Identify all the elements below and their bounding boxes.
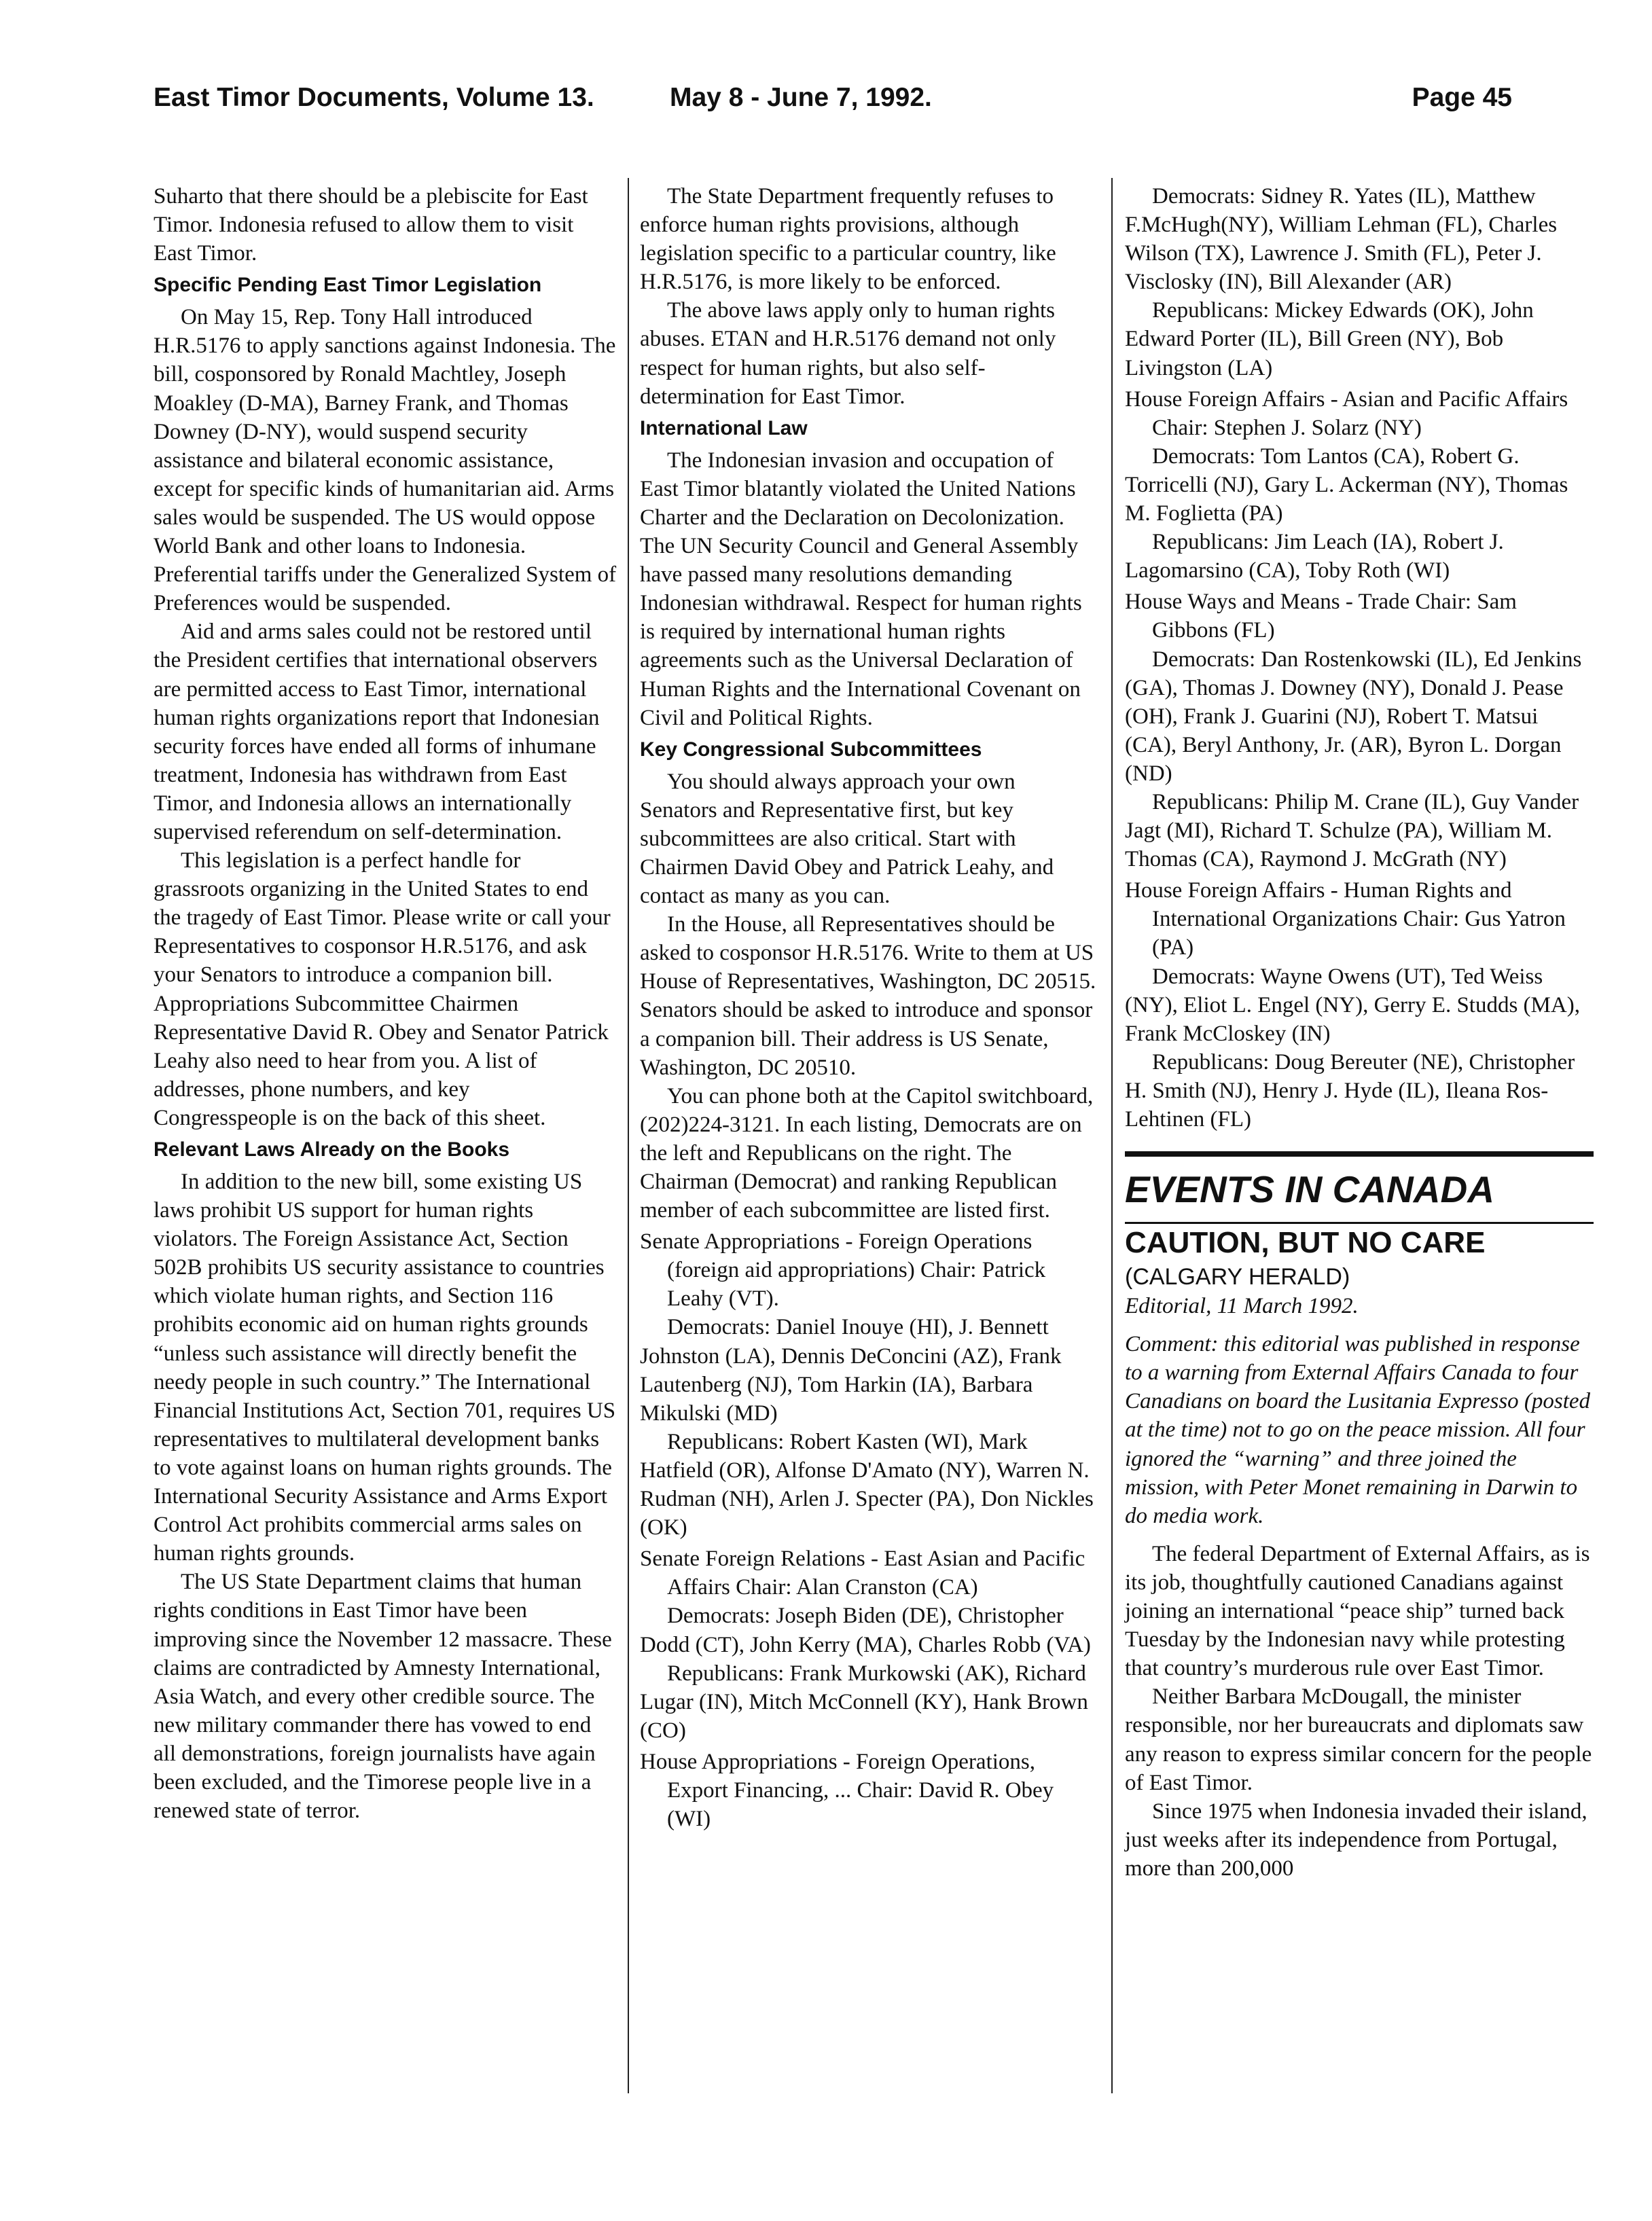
- subcommittee-title: House Foreign Affairs - Asian and Pacific Affairs Chair: Stephen J. Solarz (NY): [1125, 386, 1568, 440]
- paragraph: You can phone both at the Capitol switchboard, (202)224-3121. In each listing, Democrats are on the left and Republicans on the right. The Chairman (Democrat) and ranking Republican member of each subcommittee are listed first.: [640, 1083, 1094, 1223]
- committee-democrats: Democrats: Tom Lantos (CA), Robert G. Torricelli (NJ), Gary L. Ackerman (NY), Thomas M. Foglietta (PA): [1125, 444, 1568, 526]
- committee-republicans: Republicans: Frank Murkowski (AK), Richard Lugar (IN), Mitch McConnell (KY), Hank Brown (CO): [640, 1661, 1088, 1743]
- committee-republicans: Republicans: Mickey Edwards (OK), John Edward Porter (IL), Bill Green (NY), Bob Livingston (LA): [1125, 298, 1534, 380]
- column-divider: [1111, 178, 1113, 2093]
- paragraph: You should always approach your own Senators and Representative first, but key subcommittees are also critical. Start with Chairmen David Obey and Patrick Leahy, and contact as many as you can.: [640, 769, 1054, 909]
- committee-democrats: Democrats: Sidney R. Yates (IL), Matthew F.McHugh(NY), William Lehman (FL), Charles Wilson (TX), Lawrence J. Smith (FL), Peter J. Visclosky (IN), Bill Alexander (AR): [1125, 184, 1558, 295]
- paragraph: The federal Department of External Affairs, as is its job, thoughtfully cautioned Canadians against joining an international “peace ship” turned back Tuesday by the Indonesian navy while protesting that country’s murderous rule over East Timor.: [1125, 1541, 1590, 1681]
- article-source: (CALGARY HERALD): [1125, 1264, 1350, 1290]
- section-heading: Relevant Laws Already on the Books: [154, 1138, 510, 1161]
- section-heading: International Law: [640, 416, 808, 439]
- subcommittee-title: House Foreign Affairs - Human Rights and International Organizations Chair: Gus Yatron (PA): [1125, 878, 1566, 960]
- committee-republicans: Republicans: Doug Bereuter (NE), Christopher H. Smith (NJ), Henry J. Hyde (IL), Ileana Ros-Lehtinen (FL): [1125, 1049, 1575, 1132]
- paragraph: In the House, all Representatives should be asked to cosponsor H.R.5176. Write to them at US House of Representatives, Washington, DC 20515. Senators should be asked to introduce and sponsor a companion bill. Their address is US Senate, Washington, DC 20510.: [640, 912, 1096, 1080]
- subcommittee-title: House Ways and Means - Trade Chair: Sam Gibbons (FL): [1125, 590, 1517, 643]
- page-number: Page 45: [1412, 83, 1512, 112]
- committee-democrats: Democrats: Wayne Owens (UT), Ted Weiss (NY), Eliot L. Engel (NY), Gerry E. Studds (MA), Frank McCloskey (IN): [1125, 964, 1580, 1046]
- paragraph: Since 1975 when Indonesia invaded their island, just weeks after its independence from Portugal, more than 200,000: [1125, 1799, 1587, 1881]
- committee-republicans: Republicans: Robert Kasten (WI), Mark Hatfield (OR), Alfonse D'Amato (NY), Warren N. Rudman (NH), Arlen J. Specter (PA), Don Nickles (OK): [640, 1429, 1094, 1540]
- paragraph: Neither Barbara McDougall, the minister responsible, nor her bureaucrats and diplomats saw any reason to express similar concern for the people of East Timor.: [1125, 1684, 1592, 1795]
- committee-democrats: Democrats: Dan Rostenkowski (IL), Ed Jenkins (GA), Thomas J. Downey (NY), Donald J. Pease (OH), Frank J. Guarini (NJ), Robert T. Matsui (CA), Beryl Anthony, Jr. (AR), Byron L. Dorgan (ND): [1125, 647, 1582, 786]
- column-3: [1125, 182, 1594, 1883]
- publication-title: East Timor Documents, Volume 13.: [154, 83, 594, 112]
- issue-dates: May 8 - June 7, 1992.: [670, 83, 932, 112]
- paragraph: The State Department frequently refuses to enforce human rights provisions, although legislation specific to a particular country, like H.R.5176, is more likely to be enforced.: [640, 184, 1056, 295]
- column-1: [154, 182, 617, 1825]
- paragraph: The US State Department claims that human rights conditions in East Timor have been improving since the November 12 massacre. These claims are contradicted by Amnesty International, Asia Watch, and every other credible source. The new military commander there has vowed to end all demonstrations, foreign journalists have again been excluded, and the Timorese people live in a renewed state of terror.: [154, 1570, 612, 1824]
- committee-democrats: Democrats: Joseph Biden (DE), Christopher Dodd (CT), John Kerry (MA), Charles Robb (VA): [640, 1604, 1091, 1657]
- page-header: [154, 83, 1512, 124]
- editor-comment: Comment: this editorial was published in response to a warning from External Affairs Canada to four Canadians on board the Lusitania Expresso (posted at the time) not to go on the peace mission. All four ignored the “warning” and three joined the mission, with Peter Monet remaining in Darwin to do media work.: [1125, 1332, 1591, 1528]
- column-divider: [628, 178, 629, 2093]
- committee-republicans: Republicans: Philip M. Crane (IL), Guy Vander Jagt (MI), Richard T. Schulze (PA), William M. Thomas (CA), Raymond J. McGrath (NY): [1125, 789, 1579, 872]
- section-rule: [1125, 1151, 1594, 1157]
- section-heading: Key Congressional Subcommittees: [640, 738, 982, 761]
- article-title: CAUTION, BUT NO CARE: [1125, 1226, 1486, 1260]
- subcommittee-title: House Appropriations - Foreign Operations, Export Financing, ... Chair: David R. Obey (WI): [640, 1749, 1054, 1832]
- subcommittee-title: Senate Foreign Relations - East Asian and Pacific Affairs Chair: Alan Cranston (CA): [640, 1547, 1085, 1600]
- paragraph: The Indonesian invasion and occupation of East Timor blatantly violated the United Nations Charter and the Declaration on Decolonization. The UN Security Council and General Assembly have passed many resolutions demanding Indonesian withdrawal. Respect for human rights is required by international human rights agreements such as the Universal Declaration of Human Rights and the International Covenant on Civil and Political Rights.: [640, 448, 1082, 730]
- dateline: Editorial, 11 March 1992.: [1125, 1294, 1359, 1319]
- paragraph: Suharto that there should be a plebiscite for East Timor. Indonesia refused to allow them to visit East Timor.: [154, 184, 588, 266]
- committee-republicans: Republicans: Jim Leach (IA), Robert J. Lagomarsino (CA), Toby Roth (WI): [1125, 530, 1504, 583]
- column-2: [640, 182, 1096, 1833]
- committee-democrats: Democrats: Daniel Inouye (HI), J. Bennett Johnston (LA), Dennis DeConcini (AZ), Frank Lautenberg (NJ), Tom Harkin (IA), Barbara Mikulski (MD): [640, 1315, 1062, 1426]
- paragraph: In addition to the new bill, some existing US laws prohibit US support for human rights violators. The Foreign Assistance Act, Section 502B prohibits US security assistance to countries which violate human rights, and Section 116 prohibits economic aid on human rights grounds “unless such assistance will directly benefit the needy people in such country.” The International Financial Institutions Act, Section 701, requires US representatives to multilateral development banks to vote against loans on human rights grounds. The International Security Assistance and Arms Export Control Act prohibits commercial arms sales on human rights grounds.: [154, 1170, 616, 1566]
- paragraph: This legislation is a perfect handle for grassroots organizing in the United States to end the tragedy of East Timor. Please write or call your Representatives to cosponsor H.R.5176, and ask your Senators to introduce a companion bill. Appropriations Subcommittee Chairmen Representative David R. Obey and Senator Patrick Leahy also need to hear from you. A list of addresses, phone numbers, and key Congresspeople is on the back of this sheet.: [154, 848, 611, 1130]
- section-heading: Specific Pending East Timor Legislation: [154, 274, 542, 297]
- section-banner: EVENTS IN CANADA: [1125, 1168, 1494, 1211]
- subcommittee-title: Senate Appropriations - Foreign Operations (foreign aid appropriations) Chair: Patrick Leahy (VT).: [640, 1229, 1046, 1312]
- paragraph: Aid and arms sales could not be restored until the President certifies that international observers are permitted access to East Timor, international human rights organizations report that Indonesian security forces have ended all forms of inhumane treatment, Indonesia has withdrawn from East Timor, and Indonesia allows an internationally supervised referendum on self-determination.: [154, 619, 600, 844]
- paragraph: The above laws apply only to human rights abuses. ETAN and H.R.5176 demand not only respect for human rights, but also self-determination for East Timor.: [640, 298, 1056, 409]
- paragraph: On May 15, Rep. Tony Hall introduced H.R.5176 to apply sanctions against Indonesia. The bill, cosponsored by Ronald Machtley, Joseph Moakley (D-MA), Barney Frank, and Thomas Downey (D-NY), would suspend security assistance and bilateral economic assistance, except for specific kinds of humanitarian aid. Arms sales would be suspended. The US would oppose World Bank and other loans to Indonesia. Preferential tariffs under the Generalized System of Preferences would be suspended.: [154, 305, 617, 616]
